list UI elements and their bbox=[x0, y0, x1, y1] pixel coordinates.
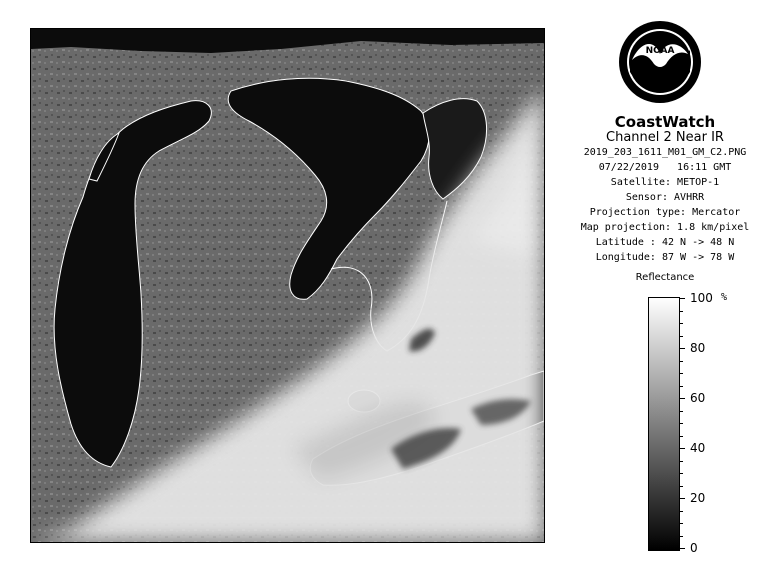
colorbar-tick bbox=[679, 323, 683, 324]
longitude-value: 87 W -> 78 W bbox=[662, 252, 735, 263]
colorbar-tick bbox=[679, 498, 685, 499]
colorbar-unit: % bbox=[721, 292, 728, 303]
noaa-logo-text: NOAA bbox=[645, 46, 675, 56]
latitude-value: 42 N -> 48 N bbox=[662, 237, 735, 248]
colorbar-tick bbox=[679, 348, 685, 349]
colorbar-tick bbox=[679, 523, 683, 524]
colorbar-tick bbox=[679, 436, 683, 437]
satellite-label: Satellite: bbox=[610, 177, 672, 188]
latitude-row bbox=[560, 237, 770, 248]
colorbar-tick bbox=[679, 448, 685, 449]
time: 16:11 GMT bbox=[677, 162, 732, 173]
colorbar-tick bbox=[679, 311, 683, 312]
satellite-row bbox=[560, 177, 770, 188]
colorbar-title: Reflectance bbox=[635, 272, 695, 283]
colorbar-label: 80 bbox=[690, 341, 706, 355]
colorbar-tick bbox=[679, 373, 683, 374]
colorbar-tick bbox=[679, 386, 683, 387]
colorbar-tick bbox=[679, 423, 683, 424]
colorbar-tick bbox=[679, 548, 685, 549]
date: 07/22/2019 bbox=[598, 162, 659, 173]
sensor-label: Sensor: bbox=[625, 192, 668, 203]
colorbar-tick bbox=[679, 298, 685, 299]
noaa-logo bbox=[618, 20, 702, 104]
map-projection-row bbox=[560, 222, 770, 233]
longitude-label: Longitude: bbox=[595, 252, 656, 263]
colorbar-label: 40 bbox=[690, 441, 706, 455]
colorbar-tick bbox=[679, 398, 685, 399]
colorbar-tick bbox=[679, 536, 683, 537]
projection-label: Projection type: bbox=[589, 207, 687, 218]
colorbar-tick bbox=[679, 336, 683, 337]
colorbar-tick bbox=[679, 411, 683, 412]
colorbar bbox=[648, 297, 680, 551]
satellite-map bbox=[30, 28, 545, 543]
colorbar-label: 0 bbox=[690, 541, 698, 555]
colorbar-tick bbox=[679, 511, 683, 512]
colorbar-tick bbox=[679, 461, 683, 462]
map-projection-value: 1.8 km/pixel bbox=[677, 222, 750, 233]
map-projection-label: Map projection: bbox=[580, 222, 672, 233]
colorbar-tick bbox=[679, 473, 683, 474]
channel-label: Channel 2 Near IR bbox=[606, 130, 724, 145]
product-title: CoastWatch bbox=[614, 113, 716, 131]
colorbar-label: 60 bbox=[690, 391, 706, 405]
colorbar-label: 20 bbox=[690, 491, 706, 505]
colorbar-label: 100 bbox=[690, 291, 713, 305]
latitude-label: Latitude : bbox=[595, 237, 656, 248]
colorbar-tick bbox=[679, 486, 683, 487]
projection-row bbox=[560, 207, 770, 218]
colorbar-tick bbox=[679, 361, 683, 362]
projection-value: Mercator bbox=[692, 207, 741, 218]
filename: 2019_203_1611_M01_GM_C2.PNG bbox=[583, 147, 747, 158]
sensor-value: AVHRR bbox=[674, 192, 705, 203]
date-time bbox=[560, 162, 770, 173]
longitude-row bbox=[560, 252, 770, 263]
sensor-row bbox=[560, 192, 770, 203]
satellite-value: METOP-1 bbox=[677, 177, 720, 188]
